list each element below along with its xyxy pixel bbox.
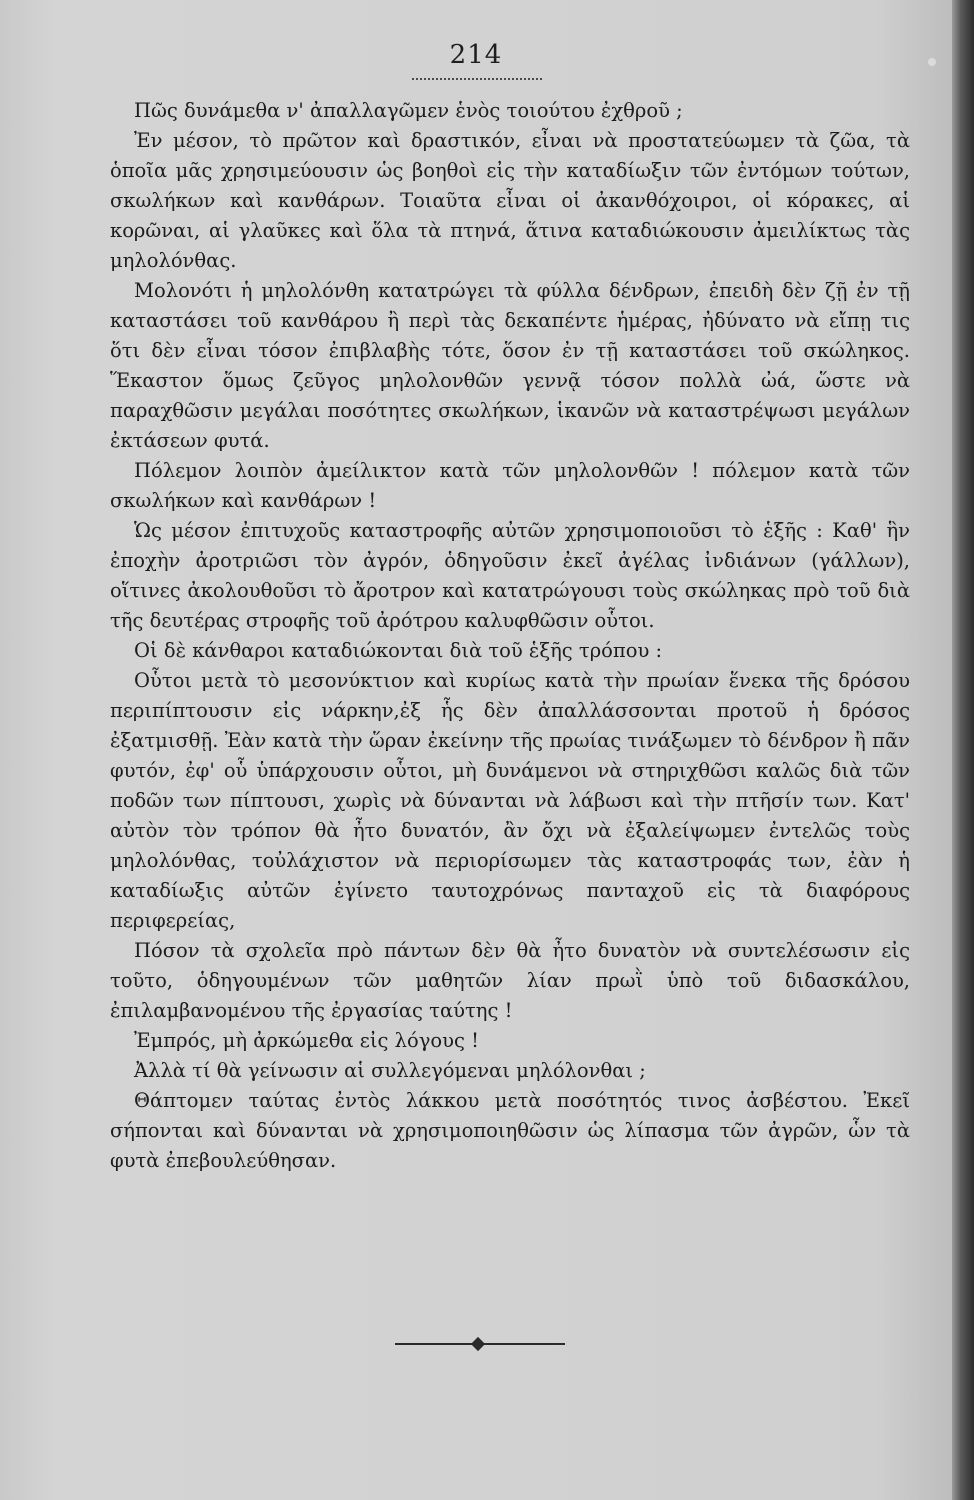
paragraph-forward: Ἐμπρός, μὴ ἀρκώμεθα εἰς λόγους ! <box>134 1029 479 1052</box>
end-ornament <box>395 1340 565 1348</box>
paragraph-morning-shaking: Οὗτοι μετὰ τὸ μεσονύκτιον καὶ κυρίως κατὰ τὴν πρωίαν ἕνεκα τῆς δρόσου περιπίπτουσιν εἰς νάρκην,ἐξ ἧς δὲν ἀπαλλάσσονται πρoτοῦ ἡ δρόσος ἐξατμισθῇ. Ἐὰν κατὰ τὴν ὥραν ἐκείνην τῆς πρωίας τινάξωμεν τὸ δένδρον ἢ πᾶν φυτόν, ἐφ' οὗ ὑπάρχουσιν οὗτοι, μὴ δυνάμενοι νὰ στηριχθῶσι καλῶς διὰ τῶν ποδῶν των πίπτουσι, χωρὶς νὰ δύνανται νὰ λάβωσι καὶ τὴν πτῆσίν των. Κατ' αὐτὸν τὸν τρόπον θὰ ἦτο δυνατόν, ἂν ὄχι νὰ ἐξαλείψωμεν ἐντελῶς τοὺς μηλολόνθας, τοὐλάχιστον νὰ περιορίσωμεν τὰς καταστροφάς των, ἐὰν ἡ καταδίωξις αὐτῶν ἐγίνετο ταυτοχρόνως πανταχοῦ εἰς τὰ διαφόρους περιφερείας, <box>110 669 910 932</box>
page-number: 214 <box>449 40 503 70</box>
paragraph-burial: Θάπτομεν ταύτας ἐντὸς λάκκου μετὰ ποσότητός τινος ἀσβέστου. Ἐκεῖ σήπονται καὶ δύνανται νὰ χρησιμοποιηθῶσιν ὡς λίπασμα τῶν ἀγρῶν, ὧν τὰ φυτὰ ἐπεβουλεύθησαν. <box>110 1089 910 1172</box>
paragraph-war-cry: Πόλεμον λοιπὸν ἀμείλικτον κατὰ τῶν μηλολονθῶν ! πόλεμον κατὰ τῶν σκωλήκων καὶ κανθάρων ! <box>110 459 910 512</box>
paragraph-protect-animals: Ἐν μέσον, τὸ πρῶτον καὶ δραστικόν, εἶναι νὰ προστατεύωμεν τὰ ζῶα, τὰ ὁποῖα μᾶς χρησιμεύουσιν ὡς βοηθοὶ εἰς τὴν καταδίωξιν τῶν ἐντόμων τούτων, σκωλήκων καὶ κανθάρων. Τοιαῦτα εἶναι οἱ ἀκανθόχοιροι, οἱ κόρακες, αἱ κορῶναι, αἱ γλαῦκες καὶ ὅλα τὰ πτηνά, ἅτινα καταδιώκουσιν ἀμειλίκτως τὰς μηλολόνθας. <box>110 129 910 272</box>
body-text <box>110 96 910 1176</box>
paper-spot <box>928 58 936 66</box>
paragraph-beetles-intro: Οἱ δὲ κάνθαροι καταδιώκονται διὰ τοῦ ἑξῆς τρόπου : <box>134 639 663 662</box>
ornament-diamond <box>471 1337 485 1351</box>
paragraph-question: Πῶς δυνάμεθα ν' ἀπαλλαγῶμεν ἑνὸς τοιούτου ἐχθροῦ ; <box>134 99 683 122</box>
book-spine-shadow <box>952 0 974 1500</box>
header-rule <box>412 78 542 80</box>
paragraph-larvae-damage: Μολονότι ἡ μηλολόνθη κατατρώγει τὰ φύλλα δένδρων, ἐπειδὴ δὲν ζῇ ἐν τῇ καταστάσει τοῦ κανθάρου ἢ περὶ τὰς δεκαπέντε ἡμέρας, ἠδύνατο νὰ εἴπῃ τις ὅτι δὲν εἶναι τόσον ἐπιβλαβὴς τότε, ὅσον ἐν τῇ καταστάσει τοῦ σκώληκος. Ἕκαστον ὅμως ζεῦγος μηλολονθῶν γεννᾷ τόσον πολλὰ ὠά, ὥστε νὰ παραχθῶσιν μεγάλαι ποσότητες σκωλήκων, ἱκανῶν νὰ καταστρέψωσι μεγάλων ἐκτάσεων φυτά. <box>110 279 910 452</box>
paragraph-collected: Ἀλλὰ τί θὰ γείνωσιν αἱ συλλεγόμεναι μηλόλονθαι ; <box>134 1059 646 1082</box>
paragraph-turkeys: Ὡς μέσον ἐπιτυχοῦς καταστροφῆς αὐτῶν χρησιμοποιοῦσι τὸ ἑξῆς : Καθ' ἣν ἐποχὴν ἀροτριῶσι τὸν ἀγρόν, ὁδηγοῦσιν ἐκεῖ ἀγέλας ἰνδιάνων (γάλλων), οἵτινες ἀκολουθοῦσι τὸ ἄροτρον καὶ κατατρώγουσι τοὺς σκώληκας πρὸ τοῦ διὰ τῆς δευτέρας στροφῆς τοῦ ἀρότρου καλυφθῶσιν οὗτοι. <box>110 519 910 632</box>
paragraph-schools: Πόσον τὰ σχολεῖα πρὸ πάντων δὲν θὰ ἦτο δυνατὸν νὰ συντελέσωσιν εἰς τοῦτο, ὁδηγουμένων τῶν μαθητῶν λίαν πρωῒ ὑπὸ τοῦ διδασκάλου, ἐπιλαμβανομένου τῆς ἐργασίας ταύτης ! <box>110 939 910 1022</box>
